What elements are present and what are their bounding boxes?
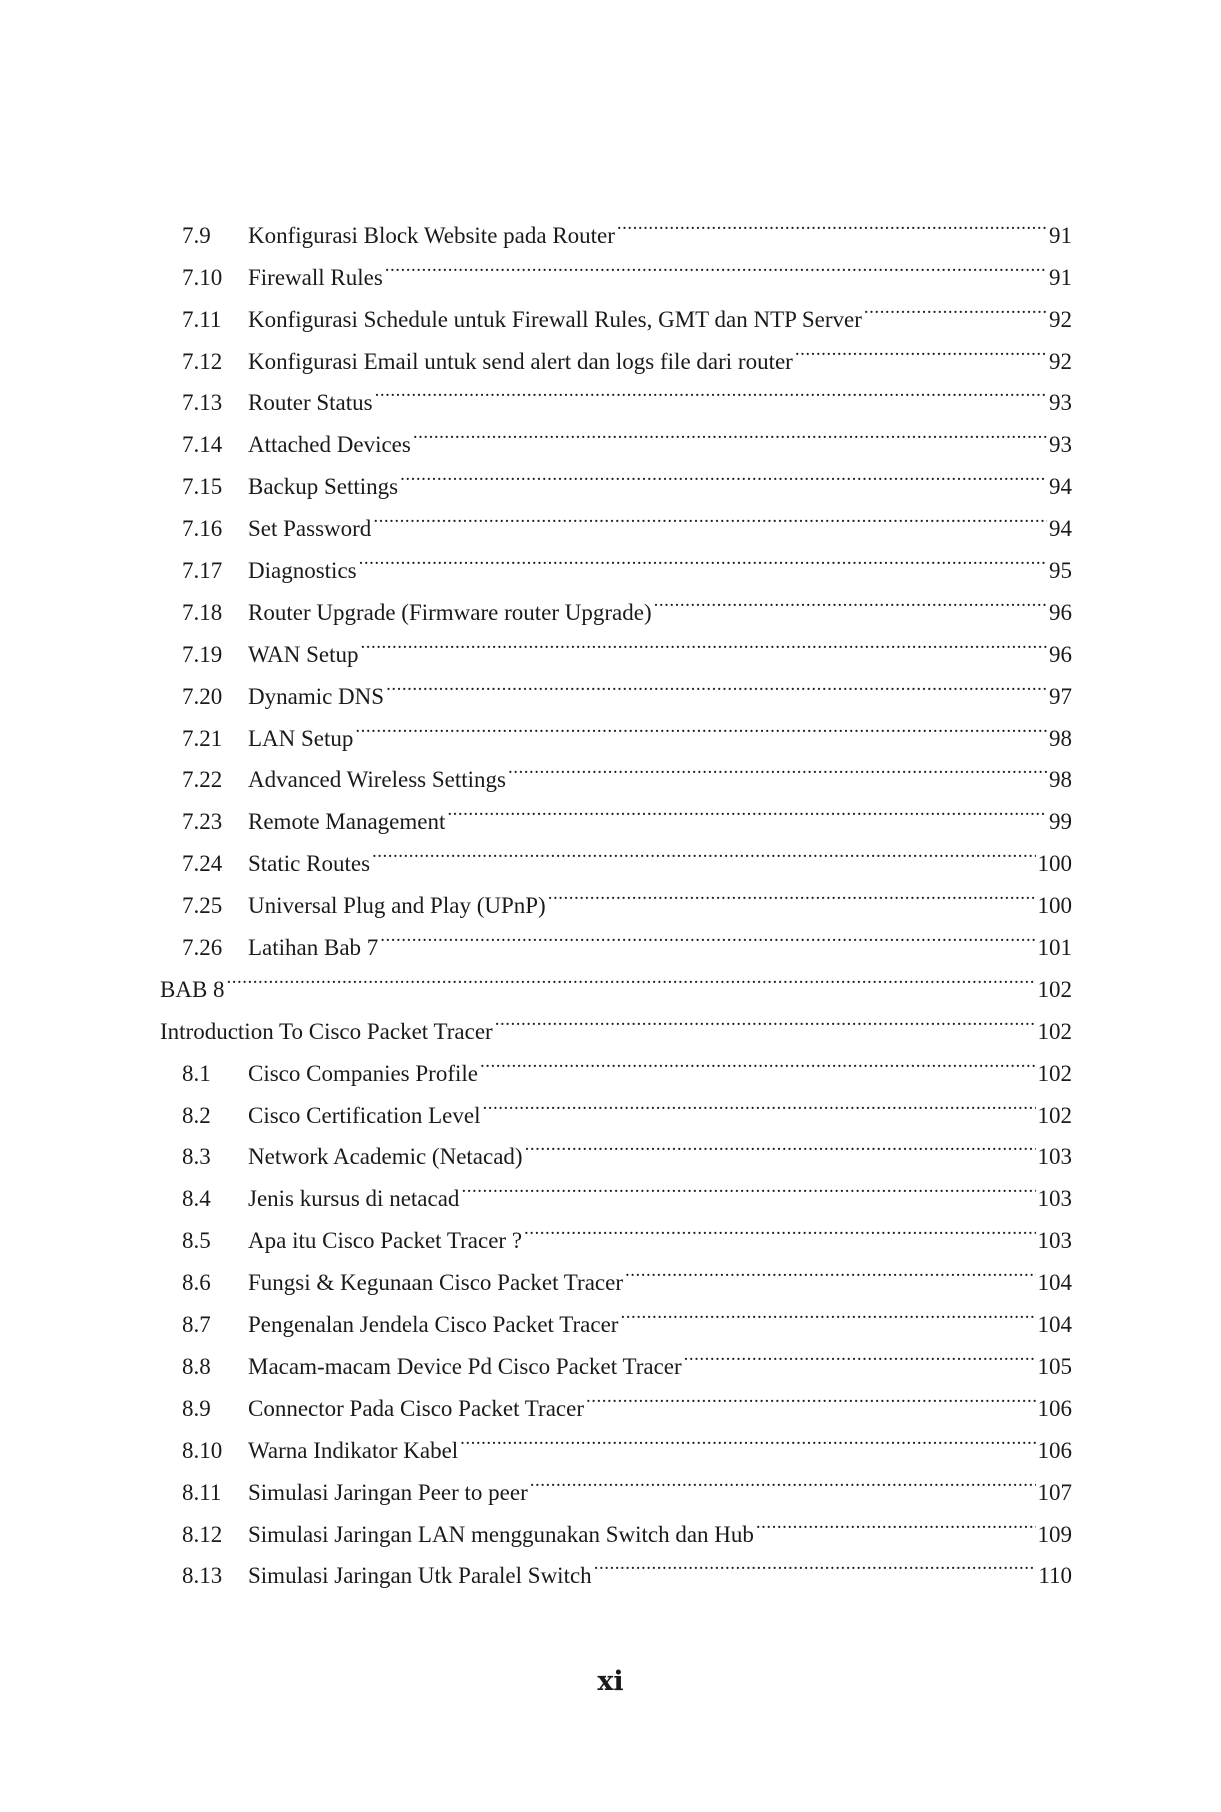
toc-entry-title: Fungsi & Kegunaan Cisco Packet Tracer — [248, 1270, 623, 1296]
toc-entry-title: Cisco Certification Level — [248, 1102, 481, 1128]
toc-entry — [160, 997, 1072, 1044]
toc-entry-page: 110 — [1038, 1563, 1072, 1589]
dot-leader — [380, 913, 1035, 955]
toc-entry-page: 100 — [1037, 893, 1072, 919]
dot-leader — [460, 1416, 1035, 1458]
toc-entry-number: 8.10 — [182, 1437, 223, 1463]
dot-leader — [508, 746, 1047, 788]
dot-leader — [385, 243, 1047, 285]
toc-entry — [160, 201, 1072, 248]
toc-entry-page: 104 — [1037, 1312, 1072, 1338]
toc-entry-title: Simulasi Jaringan Utk Paralel Switch — [248, 1563, 592, 1589]
toc-entry-page: 92 — [1049, 348, 1072, 374]
toc-entry-title: Backup Settings — [248, 474, 399, 500]
toc-entry-number: 8.9 — [182, 1395, 211, 1421]
toc-entry-page: 104 — [1037, 1270, 1072, 1296]
dot-leader — [372, 829, 1035, 871]
toc-entry-number: 7.22 — [182, 767, 223, 793]
table-of-contents — [160, 201, 1072, 1589]
toc-entry-page: 103 — [1037, 1144, 1072, 1170]
toc-entry-number: 8.3 — [182, 1144, 211, 1170]
toc-entry-number: 8.8 — [182, 1353, 211, 1379]
toc-entry-number: 8.6 — [182, 1270, 211, 1296]
toc-entry-page: 102 — [1037, 1060, 1072, 1086]
dot-leader — [480, 1039, 1036, 1081]
toc-entry-title: BAB 8 — [160, 976, 225, 1002]
toc-entry-page: 95 — [1049, 558, 1072, 584]
toc-entry-title: Macam-macam Device Pd Cisco Packet Tracer — [248, 1353, 682, 1379]
toc-entry-number: 7.19 — [182, 641, 223, 667]
toc-entry-page: 99 — [1049, 809, 1072, 835]
toc-entry-page: 109 — [1037, 1521, 1072, 1547]
dot-leader — [864, 285, 1047, 327]
toc-entry-number: 7.17 — [182, 558, 223, 584]
toc-entry-title: Dynamic DNS — [248, 683, 385, 709]
dot-leader — [386, 662, 1047, 704]
toc-entry-page: 107 — [1037, 1479, 1072, 1505]
toc-entry-title: Simulasi Jaringan Peer to peer — [248, 1479, 528, 1505]
toc-entry-number: 7.13 — [182, 390, 223, 416]
toc-entry-title: Pengenalan Jendela Cisco Packet Tracer — [248, 1312, 619, 1338]
toc-entry-title: Router Status — [248, 390, 373, 416]
toc-entry-page: 91 — [1049, 264, 1072, 290]
toc-entry-number: 8.4 — [182, 1186, 211, 1212]
toc-entry — [160, 955, 1072, 1002]
toc-entry-number: 7.23 — [182, 809, 223, 835]
toc-entry-number: 8.2 — [182, 1102, 211, 1128]
dot-leader — [355, 704, 1047, 746]
toc-entry-title: Set Password — [248, 516, 372, 542]
toc-entry-number: 7.21 — [182, 725, 223, 751]
toc-entry-title: LAN Setup — [248, 725, 354, 751]
toc-entry-number: 7.20 — [182, 683, 223, 709]
toc-entry-number: 8.12 — [182, 1521, 223, 1547]
toc-entry-page: 93 — [1049, 390, 1072, 416]
toc-entry-number: 7.14 — [182, 432, 223, 458]
dot-leader — [654, 578, 1047, 620]
toc-entry-page: 98 — [1049, 767, 1072, 793]
toc-entry-number: 7.9 — [182, 222, 211, 248]
toc-entry-page: 91 — [1049, 222, 1072, 248]
toc-entry-title: Universal Plug and Play (UPnP) — [248, 893, 546, 919]
dot-leader — [375, 369, 1047, 411]
dot-leader — [461, 1164, 1035, 1206]
toc-entry-number: 7.10 — [182, 264, 223, 290]
dot-leader — [359, 536, 1047, 578]
toc-entry-page: 92 — [1049, 306, 1072, 332]
toc-entry-number: 8.11 — [182, 1479, 222, 1505]
toc-entry-title: Konfigurasi Email untuk send alert dan logs file dari router — [248, 348, 793, 374]
toc-entry-number: 8.7 — [182, 1312, 211, 1338]
toc-entry-number: 8.5 — [182, 1228, 211, 1254]
toc-entry-title: Advanced Wireless Settings — [248, 767, 506, 793]
dot-leader — [482, 1081, 1035, 1123]
toc-entry-number: 7.12 — [182, 348, 223, 374]
toc-entry-page: 100 — [1037, 851, 1072, 877]
page-number: xi — [597, 1666, 624, 1697]
toc-entry-title: Warna Indikator Kabel — [248, 1437, 459, 1463]
dot-leader — [361, 620, 1047, 662]
toc-entry-page: 96 — [1049, 599, 1072, 625]
dot-leader — [524, 1206, 1035, 1248]
toc-entry-title: Konfigurasi Block Website pada Router — [248, 222, 615, 248]
toc-entry-page: 103 — [1037, 1228, 1072, 1254]
dot-leader — [795, 327, 1047, 369]
toc-entry-title: Static Routes — [248, 851, 371, 877]
toc-entry-title: Remote Management — [248, 809, 446, 835]
dot-leader — [625, 1248, 1036, 1290]
dot-leader — [413, 410, 1047, 452]
toc-entry-number: 7.24 — [182, 851, 223, 877]
dot-leader — [620, 1290, 1035, 1332]
toc-entry-title: Latihan Bab 7 — [248, 935, 379, 961]
toc-entry-number: 7.16 — [182, 516, 223, 542]
toc-entry-page: 96 — [1049, 641, 1072, 667]
toc-entry-number: 7.15 — [182, 474, 223, 500]
toc-entry-page: 105 — [1037, 1353, 1072, 1379]
dot-leader — [530, 1458, 1036, 1500]
dot-leader — [548, 871, 1036, 913]
toc-entry-page: 101 — [1037, 935, 1072, 961]
toc-entry-page: 102 — [1037, 1018, 1072, 1044]
toc-entry-number: 8.13 — [182, 1563, 223, 1589]
dot-leader — [447, 787, 1047, 829]
toc-entry-page: 94 — [1049, 516, 1072, 542]
toc-entry-title: Konfigurasi Schedule untuk Firewall Rules, GMT dan NTP Server — [248, 306, 862, 332]
toc-entry-page: 93 — [1049, 432, 1072, 458]
toc-entry-number: 7.11 — [182, 306, 222, 332]
toc-entry-page: 102 — [1037, 976, 1072, 1002]
dot-leader — [400, 452, 1047, 494]
toc-entry-number: 7.18 — [182, 599, 223, 625]
toc-entry-title: Connector Pada Cisco Packet Tracer — [248, 1395, 584, 1421]
toc-entry-page: 106 — [1037, 1395, 1072, 1421]
toc-entry-title: Router Upgrade (Firmware router Upgrade) — [248, 599, 652, 625]
dot-leader — [756, 1500, 1036, 1542]
toc-entry-title: Firewall Rules — [248, 264, 383, 290]
dot-leader — [617, 201, 1047, 243]
dot-leader — [594, 1542, 1037, 1584]
toc-entry-title: Attached Devices — [248, 432, 411, 458]
dot-leader — [684, 1332, 1036, 1374]
toc-entry-page: 102 — [1037, 1102, 1072, 1128]
dot-leader — [227, 955, 1036, 997]
dot-leader — [373, 494, 1047, 536]
toc-entry-title: Network Academic (Netacad) — [248, 1144, 523, 1170]
toc-entry-title: Simulasi Jaringan LAN menggunakan Switch dan Hub — [248, 1521, 754, 1547]
toc-entry-title: Introduction To Cisco Packet Tracer — [160, 1018, 493, 1044]
toc-entry-title: Jenis kursus di netacad — [248, 1186, 460, 1212]
toc-entry-page: 94 — [1049, 474, 1072, 500]
toc-entry-title: Diagnostics — [248, 558, 357, 584]
toc-entry-number: 8.1 — [182, 1060, 211, 1086]
toc-entry-number: 7.25 — [182, 893, 223, 919]
toc-entry-page: 103 — [1037, 1186, 1072, 1212]
toc-entry-page: 98 — [1049, 725, 1072, 751]
toc-entry-number: 7.26 — [182, 935, 223, 961]
dot-leader — [586, 1374, 1036, 1416]
dot-leader — [525, 1123, 1036, 1165]
toc-entry-page: 106 — [1037, 1437, 1072, 1463]
toc-entry-title: WAN Setup — [248, 641, 359, 667]
toc-entry-title: Apa itu Cisco Packet Tracer ? — [248, 1228, 523, 1254]
toc-entry-title: Cisco Companies Profile — [248, 1060, 478, 1086]
toc-entry-page: 97 — [1049, 683, 1072, 709]
dot-leader — [495, 997, 1036, 1039]
